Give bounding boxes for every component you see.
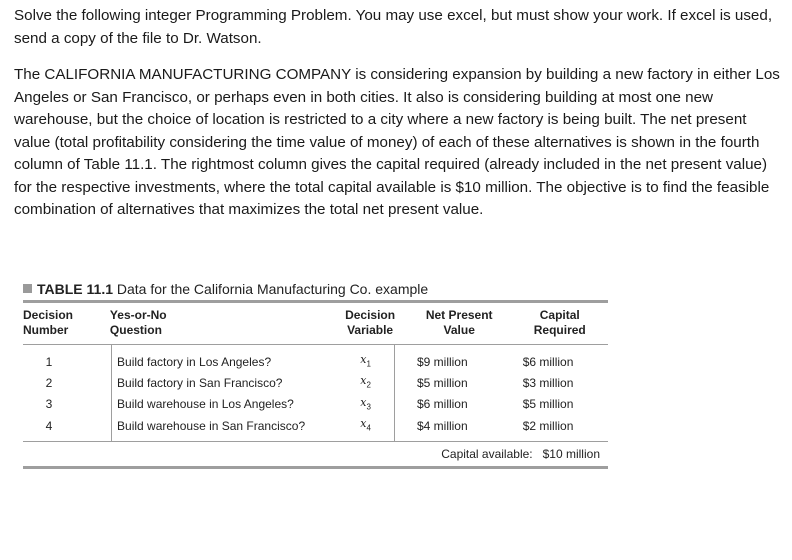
capital-cell: $2 million: [522, 418, 574, 433]
data-table-body: [23, 345, 608, 441]
question-cell: Build factory in San Francisco?: [112, 372, 338, 393]
data-table-figure: [23, 278, 608, 469]
variable-cell: $x_1$: [360, 353, 371, 369]
header-decision-number: Decision Number: [23, 308, 74, 337]
header-question: Yes-or-No Question: [109, 308, 167, 337]
table-bottom-rule: [23, 466, 608, 469]
variable-cell: $x_3$: [360, 395, 371, 412]
header-net-present-value: Net Present Value: [425, 308, 493, 337]
table-header-row: [23, 303, 608, 344]
capital-available-line: [23, 442, 608, 466]
question-cell: Build factory in Los Angeles?: [112, 345, 338, 372]
header-decision-variable: Decision Variable: [345, 308, 396, 337]
capital-cell: $5 million: [522, 397, 574, 412]
table-row: [23, 415, 608, 440]
decision-number-cell: 1: [45, 354, 53, 369]
table-row: [23, 345, 608, 372]
variable-cell: $x_2$: [360, 374, 371, 390]
capital-available-label: Capital available:: [441, 446, 533, 461]
decision-number-cell: 2: [45, 376, 53, 391]
npv-cell: $5 million: [394, 372, 508, 393]
caption-square-icon: [23, 284, 32, 293]
capital-cell: $6 million: [522, 354, 574, 369]
decision-number-cell: 4: [45, 418, 53, 433]
table-label: TABLE 11.1: [37, 281, 113, 297]
table-caption-text: Data for the California Manufacturing Co. example: [116, 281, 429, 297]
variable-cell: $x_4$: [360, 417, 371, 433]
header-capital-required: Capital Required: [533, 308, 586, 337]
problem-statement-paragraph: The CALIFORNIA MANUFACTURING COMPANY is considering expansion by building a new factory in either Los Angeles or San Francisco, or perhaps even in both cities. It also is considering building at most one new warehouse, but the choice of location is restricted to a city where a new factory is being built. The net present value (total profitability considering the time value of money) of each of these alternatives is shown in the fourth column of Table 11.1. The rightmost column gives the capital required (already included in the net present value) for the respective investments, where the total capital available is $10 million. The objective is to find the feasible combination of alternatives that maximizes the total net present value.: [14, 66, 780, 218]
question-cell: Build warehouse in Los Angeles?: [112, 394, 338, 415]
capital-available-value: $10 million: [542, 446, 600, 461]
table-row: [23, 394, 608, 415]
data-table: [23, 303, 608, 344]
table-row: [23, 372, 608, 393]
instructions-paragraph: Solve the following integer Programming Problem. You may use excel, but must show your work. If excel is used, send a copy of the file to Dr. Watson.: [14, 7, 773, 47]
npv-cell: $4 million: [394, 415, 508, 440]
decision-number-cell: 3: [45, 397, 53, 412]
npv-cell: $9 million: [394, 345, 508, 372]
npv-cell: $6 million: [394, 394, 508, 415]
table-caption: [23, 278, 608, 300]
capital-cell: $3 million: [522, 376, 574, 391]
question-cell: Build warehouse in San Francisco?: [112, 415, 338, 440]
